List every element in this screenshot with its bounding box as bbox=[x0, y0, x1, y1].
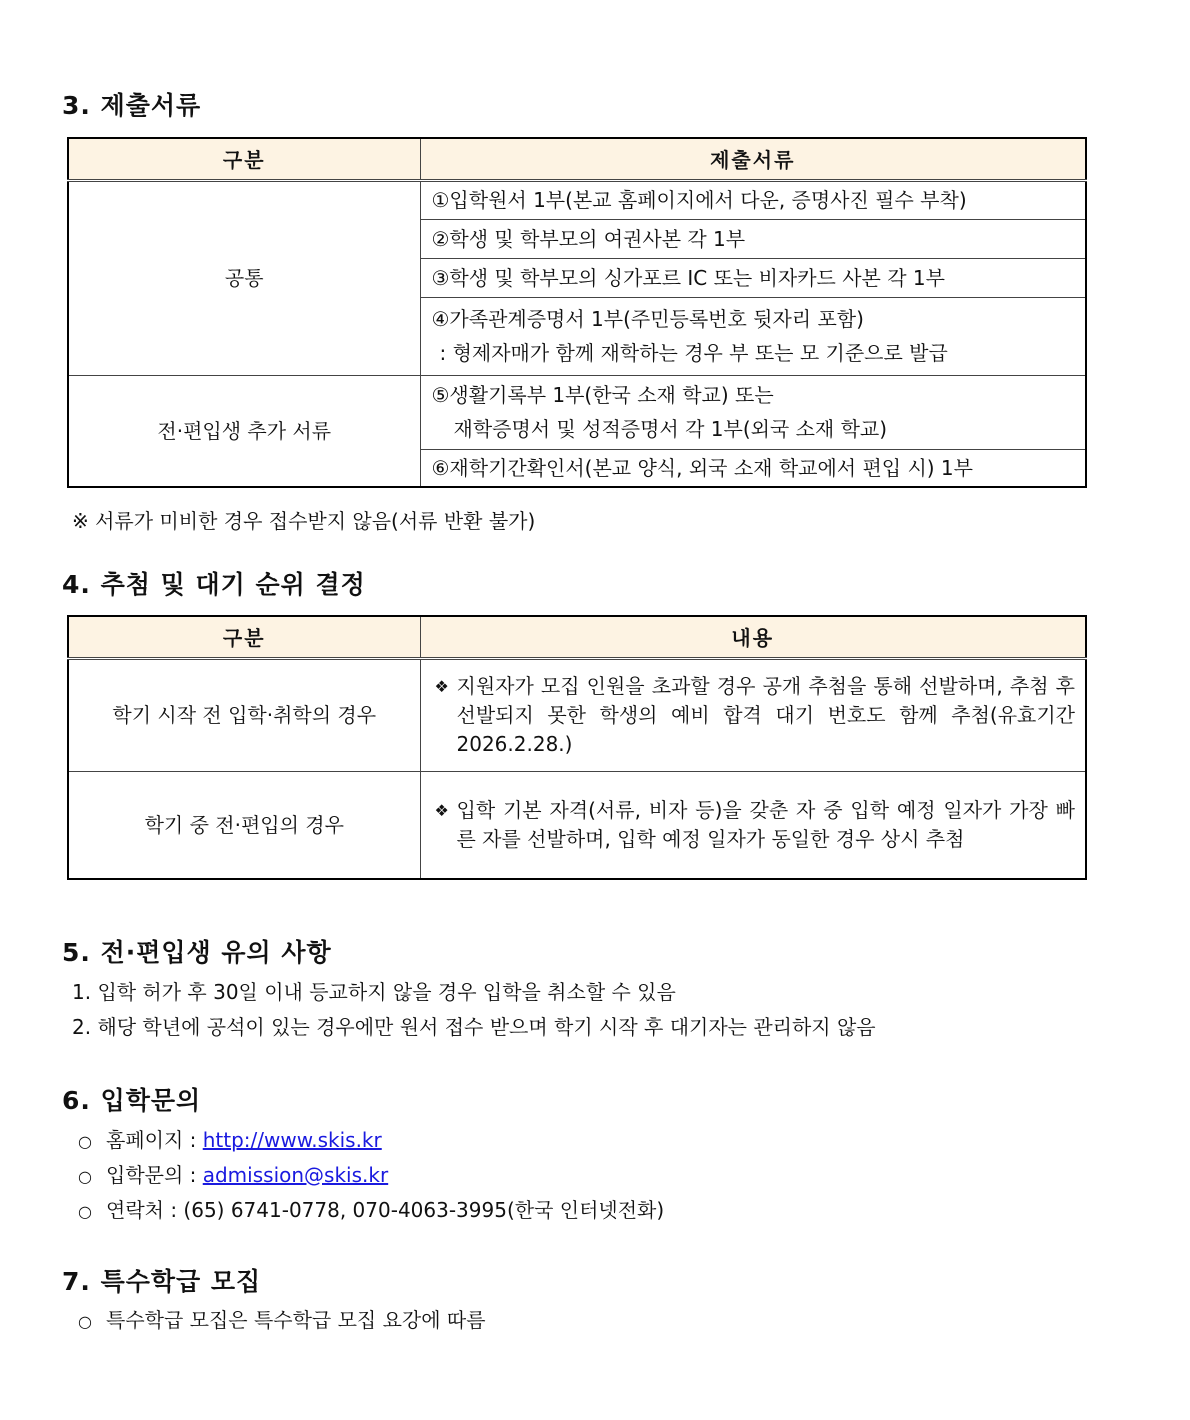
diamond-bullet-icon: ❖ bbox=[434, 676, 449, 696]
documents-note: ※ 서류가 미비한 경우 접수받지 않음(서류 반환 불가) bbox=[72, 509, 536, 533]
document-item: ②학생 및 학부모의 여권사본 각 1부 bbox=[420, 219, 1086, 258]
circle-bullet-icon: ○ bbox=[78, 1312, 92, 1331]
document-item: ④가족관계증명서 1부(주민등록번호 뒷자리 포함) : 형제자매가 함께 재학하는 경우 부 또는 모 기준으로 발급 bbox=[420, 297, 1086, 375]
header-category: 구분 bbox=[68, 138, 420, 180]
homepage-link[interactable]: http://www.skis.kr bbox=[202, 1128, 382, 1152]
category-transfer: 전·편입생 추가 서류 bbox=[68, 375, 420, 487]
table-row bbox=[68, 658, 1086, 771]
circle-bullet-icon: ○ bbox=[78, 1132, 92, 1151]
document-item: ⑥재학기간확인서(본교 양식, 외국 소재 학교에서 편입 시) 1부 bbox=[420, 449, 1086, 487]
special-class-item: ○ 특수학급 모집은 특수학급 모집 요강에 따름 bbox=[78, 1308, 486, 1332]
documents-table bbox=[67, 137, 1087, 488]
document-item: ⑤생활기록부 1부(한국 소재 학교) 또는 재학증명서 및 성적증명서 각 1부(외국 소재 학교) bbox=[420, 375, 1086, 449]
header-content: 내용 bbox=[420, 616, 1086, 658]
header-category: 구분 bbox=[68, 616, 420, 658]
category-during-semester: 학기 중 전·편입의 경우 bbox=[68, 771, 420, 879]
contact-admission: ○ 입학문의 : admission@skis.kr bbox=[78, 1163, 389, 1187]
table-header-row bbox=[68, 138, 1086, 180]
content-cell bbox=[420, 658, 1086, 771]
lottery-table bbox=[67, 615, 1087, 880]
table-row bbox=[68, 771, 1086, 879]
diamond-bullet-icon: ❖ bbox=[434, 800, 449, 820]
table-header-row bbox=[68, 616, 1086, 658]
section-4-title: 4. 추첨 및 대기 순위 결정 bbox=[62, 570, 366, 599]
admission-email-link[interactable]: admission@skis.kr bbox=[202, 1163, 389, 1187]
content-cell bbox=[420, 771, 1086, 879]
category-common: 공통 bbox=[68, 180, 420, 375]
table-row bbox=[68, 180, 1086, 219]
section-6-title: 6. 입학문의 bbox=[62, 1086, 202, 1115]
table-row bbox=[68, 375, 1086, 449]
document-item: ①입학원서 1부(본교 홈페이지에서 다운, 증명사진 필수 부착) bbox=[420, 180, 1086, 219]
circle-bullet-icon: ○ bbox=[78, 1202, 92, 1221]
contact-phone: ○ 연락처 : (65) 6741-0778, 070-4063-3995(한국 인터넷전화) bbox=[78, 1198, 665, 1222]
header-documents: 제출서류 bbox=[420, 138, 1086, 180]
content-text: 지원자가 모집 인원을 초과할 경우 공개 추첨을 통해 선발하며, 추첨 후 선발되지 못한 학생의 예비 합격 대기 번호도 함께 추첨(유효기간 2026.2.28.) bbox=[456, 673, 1075, 756]
notice-item: 1. 입학 허가 후 30일 이내 등교하지 않을 경우 입학을 취소할 수 있음 bbox=[72, 980, 676, 1004]
document-item: ③학생 및 학부모의 싱가포르 IC 또는 비자카드 사본 각 1부 bbox=[420, 258, 1086, 297]
section-7-title: 7. 특수학급 모집 bbox=[62, 1267, 262, 1296]
circle-bullet-icon: ○ bbox=[78, 1167, 92, 1186]
category-before-semester: 학기 시작 전 입학·취학의 경우 bbox=[68, 658, 420, 771]
contact-homepage: ○ 홈페이지 : http://www.skis.kr bbox=[78, 1128, 382, 1152]
notice-item: 2. 해당 학년에 공석이 있는 경우에만 원서 접수 받으며 학기 시작 후 대기자는 관리하지 않음 bbox=[72, 1015, 876, 1039]
section-5-title: 5. 전·편입생 유의 사항 bbox=[62, 938, 332, 967]
section-3-title: 3. 제출서류 bbox=[62, 91, 202, 120]
content-text: 입학 기본 자격(서류, 비자 등)을 갖춘 자 중 입학 예정 일자가 가장 빠른 자를 선발하며, 입학 예정 일자가 동일한 경우 상시 추첨 bbox=[456, 797, 1075, 851]
